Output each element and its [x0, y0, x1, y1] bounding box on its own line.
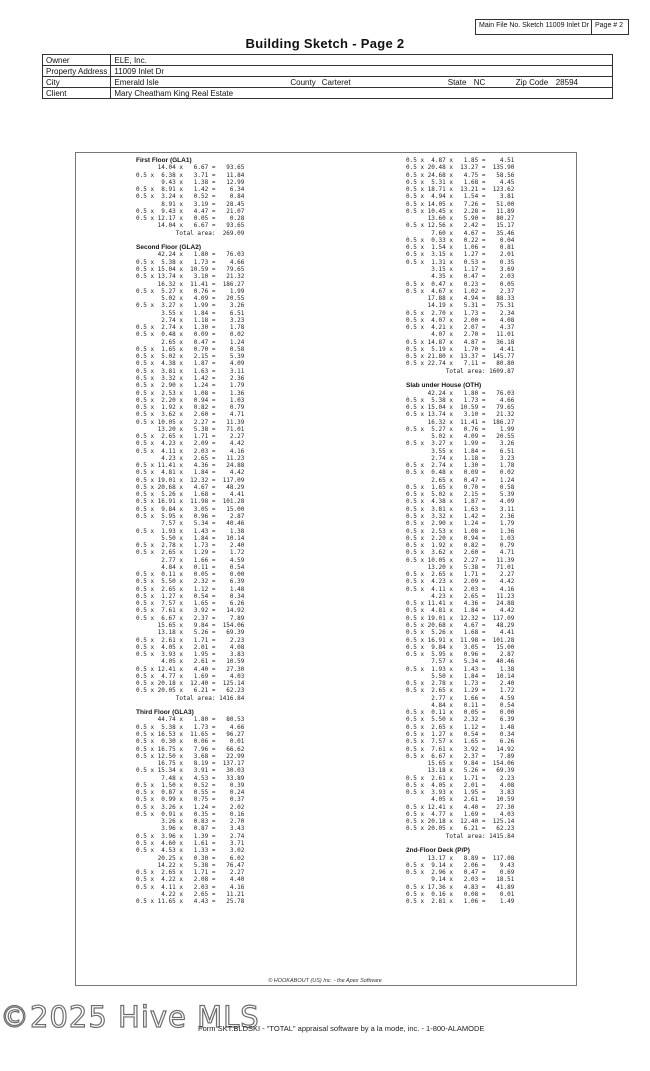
calc-row: 0.5 x 1.54 x 1.06 = 0.81	[406, 244, 515, 252]
calc-row: 0.5 x 1.65 x 0.70 = 0.58	[406, 483, 515, 491]
calc-row: 0.5 x 4.05 x 2.01 = 4.08	[136, 643, 245, 651]
calc-row: 0.5 x 3.26 x 1.24 = 2.02	[136, 803, 245, 811]
section-heading: Second Floor (GLA2)	[136, 244, 201, 252]
calc-row: 0.5 x 4.67 x 1.02 = 2.37	[406, 287, 515, 295]
calc-row: 2.65 x 0.47 = 1.24	[406, 476, 515, 484]
spacer	[406, 840, 514, 847]
calc-row: 0.5 x 5.31 x 1.68 = 4.45	[406, 178, 515, 186]
calc-row: 0.5 x 3.62 x 2.60 = 4.71	[406, 549, 515, 557]
calc-row: 0.5 x 2.53 x 1.08 = 1.36	[406, 527, 515, 535]
calc-row: 0.5 x 19.01 x 12.32 = 117.09	[406, 614, 515, 622]
calc-row: 0.5 x 2.90 x 1.24 = 1.79	[406, 520, 515, 528]
calc-row: 0.5 x 4.21 x 2.07 = 4.37	[406, 324, 515, 332]
calc-row: 0.5 x 5.26 x 1.68 = 4.41	[136, 491, 245, 499]
calc-row: 0.5 x 1.93 x 1.43 = 1.38	[136, 527, 245, 535]
calc-row: 13.20 x 5.38 = 71.01	[406, 563, 515, 571]
calc-row: 0.5 x 19.01 x 12.32 = 117.09	[136, 476, 245, 484]
calc-row: 0.5 x 2.65 x 1.71 = 2.27	[136, 869, 245, 877]
calc-row: 4.84 x 0.11 = 0.54	[136, 563, 245, 571]
calc-row: 0.5 x 14.87 x 4.87 = 36.18	[406, 338, 515, 346]
calc-row: 0.5 x 2.20 x 0.94 = 1.03	[406, 534, 515, 542]
calc-row: 0.5 x 1.31 x 0.53 = 0.35	[406, 258, 515, 266]
calc-row: 3.15 x 1.17 = 3.69	[406, 265, 515, 273]
calc-row: 17.88 x 4.94 = 88.33	[406, 295, 515, 303]
calc-row: 0.5 x 4.11 x 2.03 = 4.16	[136, 447, 245, 455]
calc-row: 0.5 x 4.77 x 1.69 = 4.03	[406, 810, 515, 818]
calc-row: 4.23 x 2.65 = 11.23	[406, 592, 515, 600]
calc-row: 0.5 x 5.19 x 1.70 = 4.41	[406, 345, 515, 353]
calc-row: 0.5 x 5.02 x 2.15 = 5.39	[406, 491, 515, 499]
calc-row: 0.5 x 20.05 x 6.21 = 62.23	[406, 825, 515, 833]
calc-row: 9.43 x 1.38 = 12.99	[136, 178, 245, 186]
calc-row: 0.5 x 4.81 x 1.84 = 4.42	[136, 469, 245, 477]
calc-row: 0.5 x 3.81 x 1.63 = 3.11	[136, 367, 245, 375]
calc-row: 0.5 x 7.61 x 3.92 = 14.92	[136, 607, 245, 615]
calc-row: 0.5 x 12.17 x 0.05 = 0.28	[136, 215, 245, 223]
calc-row: 14.22 x 5.38 = 76.47	[136, 861, 245, 869]
calc-row: 0.5 x 6.67 x 2.37 = 7.89	[406, 752, 515, 760]
calc-row: 0.5 x 4.38 x 1.87 = 4.09	[136, 360, 245, 368]
calc-row: 0.5 x 0.48 x 0.09 = 0.02	[136, 331, 245, 339]
calc-row: 0.5 x 2.61 x 1.71 = 2.23	[406, 774, 515, 782]
calc-row: 4.05 x 2.61 = 10.59	[136, 658, 245, 666]
calc-row: 5.50 x 1.84 = 10.14	[136, 534, 245, 542]
calc-row: 0.5 x 12.41 x 4.40 = 27.30	[136, 665, 245, 673]
calc-row: 0.5 x 2.78 x 1.73 = 2.40	[136, 542, 245, 550]
calc-row: 0.5 x 2.90 x 1.24 = 1.79	[136, 382, 245, 390]
calc-row: 14.04 x 6.67 = 93.65	[136, 222, 245, 230]
calc-row: 0.5 x 3.27 x 1.99 = 3.26	[406, 440, 515, 448]
calc-row: 0.5 x 3.93 x 1.95 = 3.83	[406, 789, 515, 797]
calc-row: 3.55 x 1.84 = 6.51	[406, 447, 515, 455]
calc-row: 0.5 x 2.70 x 1.73 = 2.34	[406, 309, 515, 317]
calc-row: 0.5 x 16.53 x 11.65 = 96.27	[136, 730, 245, 738]
calc-row: 3.26 x 0.83 = 2.70	[136, 818, 245, 826]
calc-row: Total area: 1609.87	[406, 367, 515, 375]
calc-row: 0.5 x 1.65 x 0.70 = 0.58	[136, 345, 245, 353]
calc-row: 0.5 x 3.24 x 0.52 = 0.84	[136, 193, 245, 201]
calc-row: 5.50 x 1.84 = 10.14	[406, 672, 515, 680]
calc-row: 0.5 x 2.53 x 1.08 = 1.36	[136, 389, 245, 397]
calc-row: 13.60 x 5.90 = 80.27	[406, 215, 515, 223]
calc-row: 0.5 x 4.05 x 2.01 = 4.08	[406, 781, 515, 789]
calc-row: 7.60 x 4.67 = 35.46	[406, 229, 515, 237]
calc-row: 14.04 x 6.67 = 93.65	[136, 164, 245, 172]
calc-row: 0.5 x 3.15 x 1.27 = 2.01	[406, 251, 515, 259]
address-label: Property Address	[43, 66, 111, 77]
calc-row: 0.5 x 5.50 x 2.32 = 6.39	[136, 578, 245, 586]
section-heading: Third Floor (GLA3)	[136, 709, 194, 717]
calc-row: 0.5 x 0.11 x 0.05 = 0.00	[406, 709, 515, 717]
calc-row: 0.5 x 4.22 x 2.08 = 4.40	[136, 876, 245, 884]
calc-row: 0.5 x 5.27 x 0.76 = 1.99	[406, 425, 515, 433]
calc-row: 0.5 x 16.75 x 7.96 = 66.62	[136, 745, 245, 753]
calc-row: 0.5 x 15.04 x 10.59 = 79.65	[406, 404, 515, 412]
calc-row: 0.5 x 2.65 x 1.29 = 1.72	[136, 549, 245, 557]
calc-row: 0.5 x 2.65 x 1.12 = 1.48	[136, 585, 245, 593]
calc-row: 0.5 x 21.80 x 13.37 = 145.77	[406, 353, 515, 361]
calc-row: 0.5 x 0.48 x 0.09 = 0.02	[406, 469, 515, 477]
calc-row: 0.5 x 2.65 x 1.29 = 1.72	[406, 687, 515, 695]
calc-row: 0.5 x 5.50 x 2.32 = 6.39	[406, 716, 515, 724]
calc-row: 16.32 x 11.41 = 186.27	[136, 280, 245, 288]
spacer	[136, 237, 244, 244]
state-value: NC	[471, 77, 513, 88]
calc-row: 7.57 x 5.34 = 40.46	[136, 520, 245, 528]
calc-row: 2.65 x 0.47 = 1.24	[136, 338, 245, 346]
calc-row: 4.07 x 2.70 = 11.01	[406, 331, 515, 339]
sketch-area-calculations	[75, 152, 577, 986]
calc-row: 0.5 x 0.87 x 0.55 = 0.24	[136, 789, 245, 797]
calc-row: Total area: 269.09	[136, 229, 245, 237]
calc-row: 20.25 x 0.30 = 6.02	[136, 854, 245, 862]
calc-row: 0.5 x 3.32 x 1.42 = 2.36	[136, 374, 245, 382]
calc-row: 2.77 x 1.66 = 4.59	[136, 556, 245, 564]
calc-row: 0.5 x 10.05 x 2.27 = 11.39	[136, 418, 245, 426]
calc-row: 0.5 x 18.71 x 13.21 = 123.62	[406, 186, 515, 194]
calc-row: 0.5 x 7.57 x 1.65 = 6.26	[136, 600, 245, 608]
calc-row: 4.23 x 2.65 = 11.23	[136, 454, 245, 462]
calc-row: 0.5 x 3.81 x 1.63 = 3.11	[406, 505, 515, 513]
calc-row: 0.5 x 2.20 x 0.94 = 1.03	[136, 396, 245, 404]
calc-row: 0.5 x 7.61 x 3.92 = 14.92	[406, 745, 515, 753]
calc-row: 5.02 x 4.09 = 20.55	[406, 433, 515, 441]
spacer	[406, 375, 514, 382]
calc-row: 0.5 x 0.30 x 0.06 = 0.01	[136, 738, 245, 746]
calc-row: 44.74 x 1.80 = 80.53	[136, 716, 245, 724]
calc-row: 0.5 x 5.27 x 0.76 = 1.99	[136, 287, 245, 295]
calc-row: 0.5 x 0.33 x 0.22 = 0.04	[406, 236, 515, 244]
calc-row: 16.32 x 11.41 = 186.27	[406, 418, 515, 426]
calc-row: 0.5 x 5.38 x 1.73 = 4.66	[136, 258, 245, 266]
page-title: Building Sketch - Page 2	[245, 36, 405, 51]
calc-row: 0.5 x 4.77 x 1.69 = 4.03	[136, 672, 245, 680]
calc-row: 0.5 x 0.99 x 0.75 = 0.37	[136, 796, 245, 804]
calc-row: 0.5 x 10.05 x 2.27 = 11.39	[406, 556, 515, 564]
calc-row: 2.77 x 1.66 = 4.59	[406, 694, 515, 702]
calc-row: 13.18 x 5.26 = 69.39	[136, 629, 245, 637]
calc-row: 14.19 x 5.31 = 75.31	[406, 302, 515, 310]
main-file-number: Main File No. Sketch 11009 Inlet Dr	[476, 20, 592, 34]
property-info-table	[42, 54, 613, 99]
calc-row: 0.5 x 11.41 x 4.36 = 24.88	[136, 462, 245, 470]
calc-row: 0.5 x 20.48 x 13.27 = 135.90	[406, 164, 515, 172]
calc-row: 0.5 x 0.47 x 0.23 = 0.05	[406, 280, 515, 288]
calc-row: 8.91 x 3.19 = 28.45	[136, 200, 245, 208]
calc-row: 0.5 x 20.18 x 12.40 = 125.14	[136, 680, 245, 688]
calc-row: 16.75 x 8.19 = 137.17	[136, 760, 245, 768]
zip-value: 28594	[553, 77, 613, 88]
calc-row: Total area: 1415.84	[406, 832, 515, 840]
zip-label: Zip Code	[513, 77, 553, 88]
calc-row: 0.5 x 1.50 x 0.52 = 0.39	[136, 781, 245, 789]
calc-row: 0.5 x 6.38 x 3.71 = 11.84	[136, 171, 245, 179]
calc-row: 13.18 x 5.26 = 69.39	[406, 767, 515, 775]
calc-row: 3.55 x 1.84 = 6.51	[136, 309, 245, 317]
calc-row: 4.05 x 2.61 = 10.59	[406, 796, 515, 804]
calc-row: 7.48 x 4.53 = 33.89	[136, 774, 245, 782]
calc-row: 0.5 x 13.74 x 3.10 = 21.32	[406, 411, 515, 419]
calc-row: 0.5 x 4.11 x 2.03 = 4.16	[136, 883, 245, 891]
calc-row: 0.5 x 4.23 x 2.09 = 4.42	[136, 440, 245, 448]
calc-row: 15.65 x 9.84 = 154.06	[406, 760, 515, 768]
calc-row: 0.5 x 4.23 x 2.09 = 4.42	[406, 578, 515, 586]
city-label: City	[43, 77, 111, 88]
calc-row: 0.5 x 2.65 x 1.12 = 1.48	[406, 723, 515, 731]
calc-row: 0.5 x 2.74 x 1.30 = 1.78	[136, 324, 245, 332]
calc-row: 0.5 x 1.93 x 1.43 = 1.38	[406, 665, 515, 673]
calc-row: 0.5 x 3.96 x 1.39 = 2.74	[136, 832, 245, 840]
page-number: Page # 2	[595, 22, 624, 29]
calc-row: 0.5 x 11.41 x 4.36 = 24.88	[406, 600, 515, 608]
calc-row: 0.5 x 4.38 x 1.87 = 4.09	[406, 498, 515, 506]
calc-row: 0.5 x 3.62 x 2.60 = 4.71	[136, 411, 245, 419]
calc-row: 0.5 x 22.74 x 7.11 = 80.80	[406, 360, 515, 368]
calc-row: 0.5 x 15.04 x 10.59 = 79.65	[136, 265, 245, 273]
calc-row: Total area: 1416.84	[136, 694, 245, 702]
calc-row: 0.5 x 11.65 x 4.43 = 25.78	[136, 898, 245, 906]
calc-row: 0.5 x 1.92 x 0.82 = 0.79	[406, 542, 515, 550]
calc-row: 0.5 x 16.91 x 11.98 = 101.28	[136, 498, 245, 506]
calc-row: 9.14 x 2.03 = 18.51	[406, 876, 515, 884]
calc-row: 0.5 x 0.11 x 0.05 = 0.00	[136, 571, 245, 579]
calc-row: 0.5 x 20.68 x 4.67 = 48.29	[406, 622, 515, 629]
calc-row: 0.5 x 5.38 x 1.73 = 4.66	[136, 723, 245, 731]
calc-row: 0.5 x 10.45 x 2.28 = 11.89	[406, 207, 515, 215]
calc-row: 42.24 x 1.80 = 76.03	[406, 389, 515, 397]
calc-row: 0.5 x 5.95 x 0.96 = 2.87	[406, 651, 515, 659]
left-calc-column	[136, 157, 244, 905]
calc-row: 0.5 x 9.84 x 3.05 = 15.00	[136, 505, 245, 513]
calc-row: 0.5 x 12.41 x 4.40 = 27.30	[406, 803, 515, 811]
calc-row: 0.5 x 2.96 x 0.47 = 0.69	[406, 869, 515, 877]
calc-row: 0.5 x 20.18 x 12.40 = 125.14	[406, 818, 515, 826]
calc-row: 13.17 x 8.89 = 117.08	[406, 854, 515, 862]
calc-row: 0.5 x 2.65 x 1.71 = 2.27	[406, 571, 515, 579]
calc-row: 0.5 x 6.67 x 2.37 = 7.89	[136, 614, 245, 622]
calc-row: 0.5 x 14.05 x 7.26 = 51.00	[406, 200, 515, 208]
calc-row: 0.5 x 5.95 x 0.96 = 2.87	[136, 513, 245, 521]
address-value: 11009 Inlet Dr	[111, 66, 613, 77]
mls-watermark: ©2025 Hive MLS	[0, 1000, 260, 1034]
section-heading: 2nd-Floor Deck (P/P)	[406, 847, 470, 855]
calc-row: 0.5 x 5.38 x 1.73 = 4.66	[406, 396, 515, 404]
form-footer: Form SKT.BLDSKI - "TOTAL" appraisal software by a la mode, inc. - 1-800-ALAMODE	[198, 1024, 485, 1033]
calc-row: 5.02 x 4.09 = 20.55	[136, 295, 245, 303]
calc-row: 4.35 x 0.47 = 2.03	[406, 273, 515, 281]
client-value: Mary Cheatham King Real Estate	[111, 88, 613, 99]
calc-row: 0.5 x 7.57 x 1.65 = 6.26	[406, 738, 515, 746]
client-label: Client	[43, 88, 111, 99]
city-value: Emerald Isle	[111, 77, 288, 88]
calc-row: 0.5 x 4.07 x 2.00 = 4.08	[406, 316, 515, 324]
right-calc-column	[406, 157, 514, 905]
calc-row: 13.20 x 5.38 = 71.01	[136, 425, 245, 433]
calc-row: 0.5 x 1.92 x 0.82 = 0.79	[136, 404, 245, 412]
calc-row: 0.5 x 3.32 x 1.42 = 2.36	[406, 513, 515, 521]
calc-row: 0.5 x 20.68 x 4.67 = 48.29	[136, 483, 245, 491]
calc-row: 0.5 x 0.16 x 0.08 = 0.01	[406, 890, 515, 898]
state-label: State	[445, 77, 471, 88]
calc-row: 0.5 x 4.94 x 1.54 = 3.81	[406, 193, 515, 201]
calc-row: 0.5 x 12.50 x 3.68 = 22.99	[136, 752, 245, 760]
calc-row: 0.5 x 1.27 x 0.54 = 0.34	[406, 730, 515, 738]
calc-row: 7.57 x 5.34 = 40.46	[406, 658, 515, 666]
calc-row: 2.74 x 1.18 = 3.23	[136, 316, 245, 324]
county-label: County	[287, 77, 318, 88]
calc-row: 0.5 x 20.05 x 6.21 = 62.23	[136, 687, 245, 695]
owner-label: Owner	[43, 55, 111, 66]
section-heading: Slab under House (OTH)	[406, 382, 482, 390]
calc-row: 0.5 x 9.84 x 3.05 = 15.00	[406, 643, 515, 651]
calc-row: 0.5 x 15.34 x 3.91 = 30.03	[136, 767, 245, 775]
calc-row: 15.65 x 9.84 = 154.06	[136, 622, 245, 629]
calc-row: 0.5 x 13.74 x 3.10 = 21.32	[136, 273, 245, 281]
calc-row: 3.96 x 0.87 = 3.43	[136, 825, 245, 833]
calc-row: 0.5 x 8.91 x 1.42 = 6.34	[136, 186, 245, 194]
calc-row: 0.5 x 17.36 x 4.83 = 41.89	[406, 883, 515, 891]
section-heading: First Floor (GLA1)	[136, 157, 192, 164]
calc-row: 0.5 x 0.91 x 0.35 = 0.16	[136, 810, 245, 818]
calc-row: 4.22 x 2.65 = 11.21	[136, 890, 245, 898]
calc-row: 4.84 x 0.11 = 0.54	[406, 701, 515, 709]
calc-row: 0.5 x 24.68 x 4.75 = 58.56	[406, 171, 515, 179]
spacer	[136, 702, 244, 709]
calc-row: 0.5 x 3.27 x 1.99 = 3.26	[136, 302, 245, 310]
calc-row: 0.5 x 2.81 x 1.06 = 1.49	[406, 898, 515, 906]
calc-row: 2.74 x 1.18 = 3.23	[406, 454, 515, 462]
calc-row: 0.5 x 2.61 x 1.71 = 2.23	[136, 636, 245, 644]
calc-row: 0.5 x 4.60 x 1.61 = 3.71	[136, 839, 245, 847]
calc-row: 0.5 x 2.74 x 1.30 = 1.78	[406, 462, 515, 470]
calc-row: 0.5 x 9.43 x 4.47 = 21.07	[136, 207, 245, 215]
calc-row: 0.5 x 2.78 x 1.73 = 2.40	[406, 680, 515, 688]
calc-row: 0.5 x 4.81 x 1.84 = 4.42	[406, 607, 515, 615]
calc-row: 0.5 x 4.87 x 1.85 = 4.51	[406, 157, 515, 164]
file-number-box	[475, 19, 629, 35]
calc-row: 0.5 x 4.53 x 1.33 = 3.02	[136, 847, 245, 855]
calc-row: 0.5 x 9.14 x 2.06 = 9.43	[406, 861, 515, 869]
calc-row: 0.5 x 4.11 x 2.03 = 4.16	[406, 585, 515, 593]
calc-row: 0.5 x 16.91 x 11.98 = 101.28	[406, 636, 515, 644]
calc-row: 0.5 x 5.26 x 1.68 = 4.41	[406, 629, 515, 637]
county-value: Carteret	[319, 77, 445, 88]
sheet-software-credit: © HOOKABOUT (US) Inc. - the Apex Software	[268, 978, 382, 984]
calc-row: 0.5 x 12.56 x 2.42 = 15.17	[406, 222, 515, 230]
owner-value: ELE, Inc.	[111, 55, 613, 66]
calc-row: 0.5 x 5.02 x 2.15 = 5.39	[136, 353, 245, 361]
calc-row: 0.5 x 1.27 x 0.54 = 0.34	[136, 592, 245, 600]
calc-row: 0.5 x 2.65 x 1.71 = 2.27	[136, 433, 245, 441]
calc-row: 0.5 x 3.93 x 1.95 = 3.83	[136, 651, 245, 659]
calc-row: 42.24 x 1.80 = 76.03	[136, 251, 245, 259]
